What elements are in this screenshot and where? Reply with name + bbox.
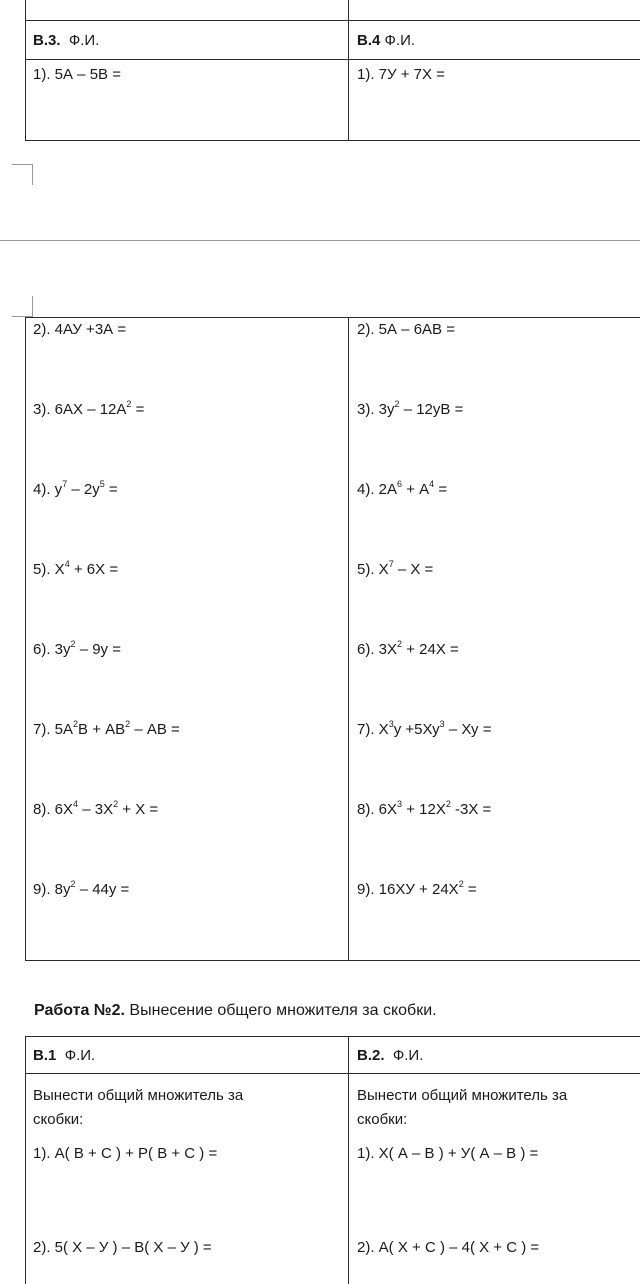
work-title: Работа №2. Вынесение общего множителя за скобки. [34,1002,437,1019]
exercise-item: 7). $5А^2В + АВ^2$ – АВ = [33,719,180,738]
variant-header-right: В.2. Ф.И. [357,1046,424,1064]
work2-header [26,1037,640,1074]
work2-table [25,1036,640,1284]
exercise-item: 2). 4АУ +3А = [33,321,127,338]
exercise-item: 3). $6АХ - 12А^2$ = [33,399,145,418]
exercise-item: 4). $у^7 - 2у^5$ = [33,479,118,498]
top-table [25,0,640,141]
exercise-item: 9). $16ХУ + 24Х^2$ = [357,879,477,898]
exercise-item: 5). $Х^4 + 6Х$ = [33,559,119,578]
exercise-column-right: Вынести общий множитель за скобки: 1). Х( А – В ) + У( А – В ) = 2). А( Х + С ) – 4( Х + С ) = [357,1087,568,1256]
page-corner-mark [12,164,33,185]
page-break-line [0,240,640,241]
top-table-row [26,60,640,141]
exercise-item: 7). $Х^3у +5Ху^3$ – Ху = [357,719,492,738]
exercise-item: 9). $8у^2 - 44у$ = [33,879,130,898]
middle-table [25,317,640,961]
exercise-item: 6). $3у^2 - 9у$ = [33,639,121,658]
work2-body [26,1074,640,1284]
exercise-item: 6). $3Х^2 + 24Х$ = [357,639,459,658]
exercise-column-left [26,318,349,960]
exercise-cell: 1). 5А – 5В = [26,60,349,140]
exercise-item: 4). $2А^6 + А^4$ = [357,479,448,498]
exercise-item: 8). $6Х^4 - 3Х^2 + Х$ = [33,799,159,818]
variant-header-left: В.1 Ф.И. [26,1037,349,1073]
exercise-item: 5). $Х^7$ – Х = [357,559,434,578]
exercise-item: 3). $3у^2 - 12уВ$ = [357,399,464,418]
exercise-column-right [349,318,640,960]
exercise-cell: 1). 7У + 7Х = [357,66,445,83]
variant-header-left: В.3. Ф.И. [26,21,349,59]
page-corner-mark [12,296,33,317]
exercise-item: 8). $6Х^3 + 12Х^2$ -3Х = [357,799,492,818]
variant-header-right: В.4 Ф.И. [357,31,416,49]
exercise-item: 2). 5А – 6АВ = [357,321,455,338]
top-table-clip-row [26,0,640,21]
top-table-header [26,21,640,60]
exercise-column-left: Вынести общий множитель за скобки: 1). А( В + С ) + Р( В + С ) = 2). 5( Х – У ) – В( Х – У ) = [26,1074,349,1284]
